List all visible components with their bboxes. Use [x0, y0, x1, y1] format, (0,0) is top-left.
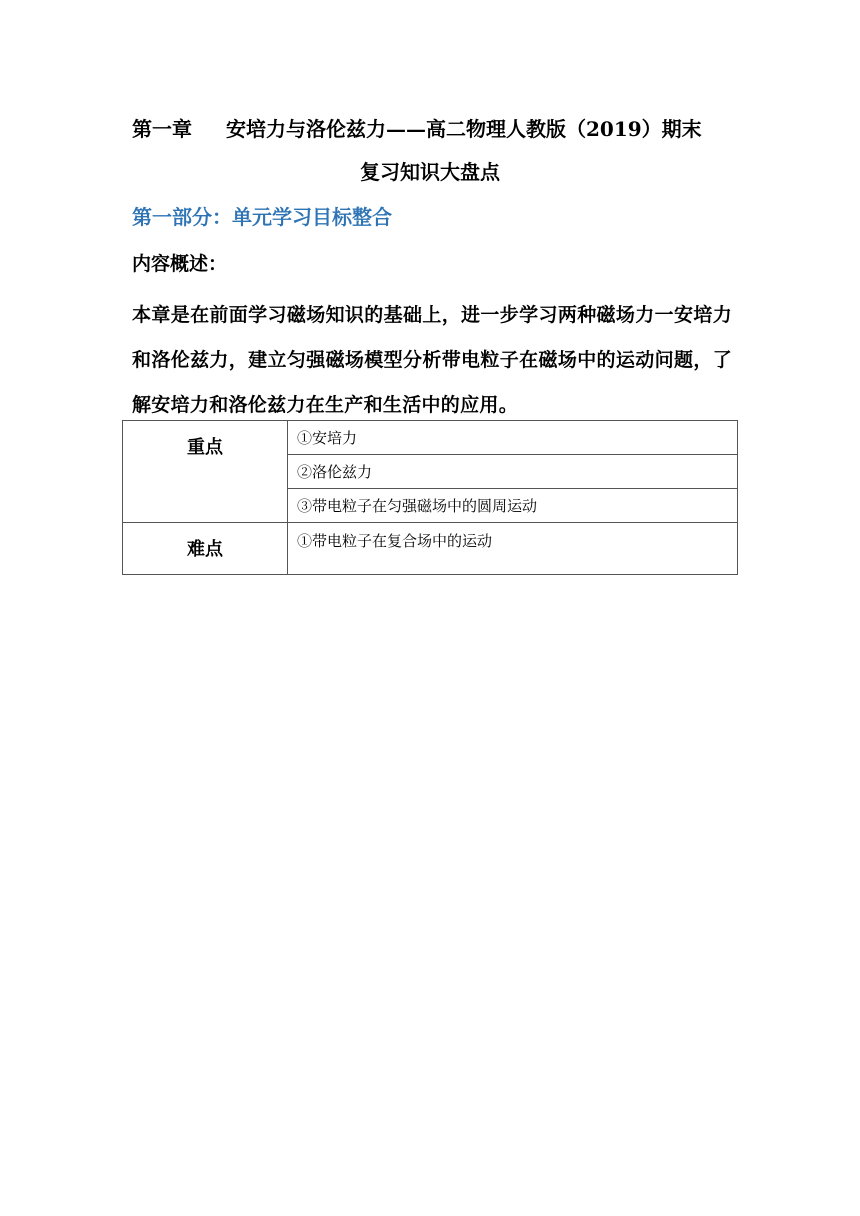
title-text: 安培力与洛伦兹力——高二物理人教版（2019）期末: [226, 117, 702, 141]
section-heading: 第一部分：单元学习目标整合: [132, 205, 392, 229]
key-point-item: ③带电粒子在匀强磁场中的圆周运动: [288, 489, 738, 523]
chapter-label: 第一章: [132, 117, 192, 141]
key-points-table: [122, 420, 738, 575]
key-point-item: ①安培力: [288, 421, 738, 455]
key-points-label: 重点: [187, 437, 223, 458]
table-row: [123, 421, 738, 455]
document-title-line2: 复习知识大盘点: [360, 160, 500, 184]
overview-label: 内容概述：: [132, 253, 228, 275]
key-points-label-cell: [123, 421, 288, 523]
key-point-item: ②洛伦兹力: [288, 455, 738, 489]
difficult-point-item: ①带电粒子在复合场中的运动: [288, 523, 738, 575]
difficult-points-label-cell: [123, 523, 288, 575]
document-title-line1: [132, 114, 732, 144]
overview-paragraph: 本章是在前面学习磁场知识的基础上，进一步学习两种磁场力一安培力和洛伦兹力，建立匀强磁场模型分析带电粒子在磁场中的运动问题，了解安培力和洛伦兹力在生产和生活中的应用。: [132, 304, 732, 416]
table-row: [123, 523, 738, 575]
difficult-points-label: 难点: [187, 539, 223, 560]
